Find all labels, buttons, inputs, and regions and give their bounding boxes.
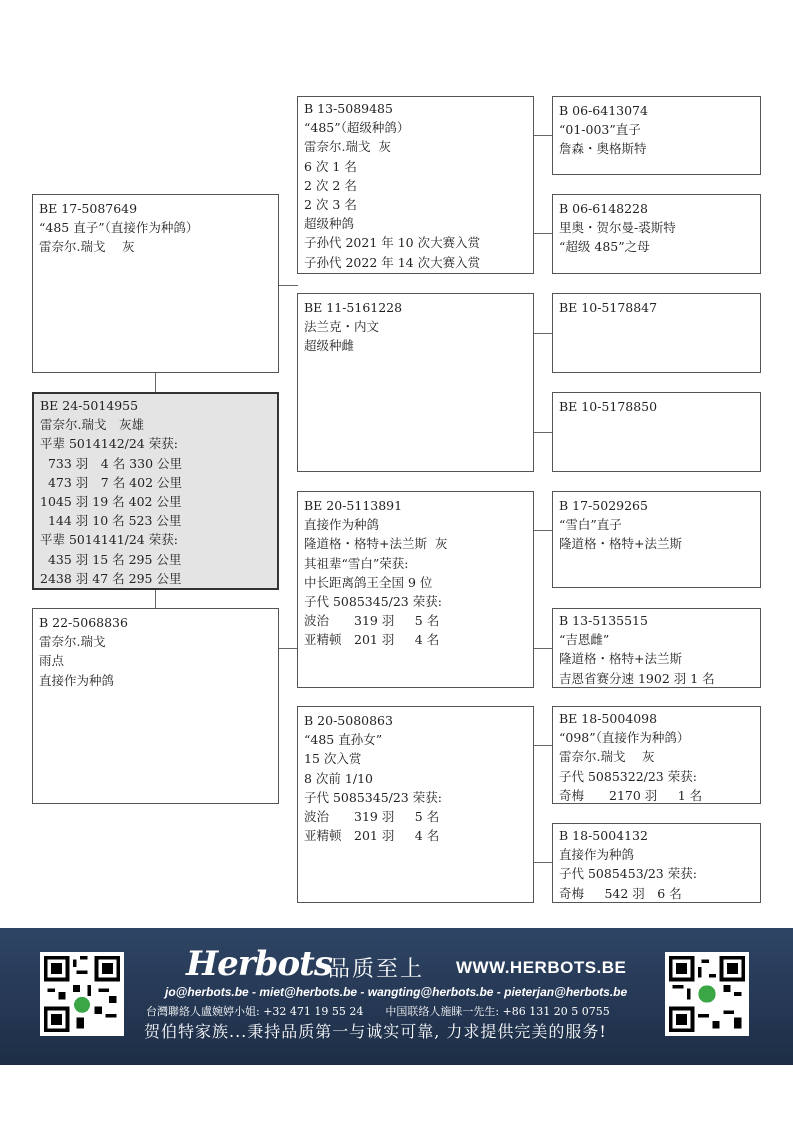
ring-number: B 22-5068836	[39, 615, 128, 630]
ring-number: BE 18-5004098	[559, 711, 658, 726]
dam-card	[32, 608, 279, 804]
card-line: 亚精顿 201 羽 4 名	[304, 632, 440, 648]
sire-dam-card	[297, 293, 534, 472]
great-grandparent-card	[552, 194, 761, 274]
card-line: 吉恩省赛分速 1902 羽 1 名	[559, 670, 715, 686]
ring-number: BE 11-5161228	[304, 300, 403, 315]
card-line: 子代 5085345/23 荣获:	[304, 594, 442, 610]
card-line: 詹森・奥格斯特	[559, 141, 647, 157]
connector-line	[533, 745, 552, 746]
ring-number: B 20-5080863	[304, 713, 393, 728]
card-line: “雪白”直子	[559, 517, 622, 533]
great-grandparent-card	[552, 706, 761, 804]
great-grandparent-card	[552, 608, 761, 688]
card-line: 隆道格・格特+法兰斯 灰	[304, 536, 448, 552]
ring-number: BE 20-5113891	[304, 498, 403, 513]
card-line: 子代 5085345/23 荣获:	[304, 789, 442, 805]
sire-sire-card	[297, 96, 534, 274]
card-line: 8 次前 1/10	[304, 770, 373, 786]
ring-number: B 13-5089485	[304, 101, 393, 116]
ring-number: BE 10-5178850	[559, 399, 658, 414]
ring-number: B 17-5029265	[559, 498, 648, 513]
card-line: 奇梅 2170 羽 1 名	[559, 787, 703, 803]
great-grandparent-card	[552, 491, 761, 588]
card-line: 435 羽 15 名 295 公里	[40, 551, 182, 567]
brand-slogan: 品质至上	[328, 957, 425, 982]
card-line: 2 次 2 名	[304, 177, 357, 193]
dam-sire-card	[297, 491, 534, 688]
card-line: 超级种鸽	[304, 216, 355, 232]
card-line: “485 直孙女”	[304, 732, 383, 748]
website-link[interactable]: WWW.HERBOTS.BE	[456, 958, 627, 977]
card-line: “485”（超级种鸽）	[304, 120, 410, 136]
connector-line	[155, 590, 156, 608]
card-line: 子代 5085453/23 荣获:	[559, 866, 697, 882]
card-line: 雷奈尔.瑞戈 灰	[304, 139, 391, 155]
ring-number: B 13-5135515	[559, 613, 648, 628]
card-line: 里奥・贺尔曼-裘斯特	[559, 220, 676, 236]
card-line: 奇梅 542 羽 6 名	[559, 885, 682, 901]
connector-line	[533, 862, 552, 863]
great-grandparent-card	[552, 96, 761, 175]
contact-phones: 台灣聯絡人盧婉婷小姐: +32 471 19 55 24 中国联络人施睐一先生: +86 131 20 5 0755	[146, 1005, 610, 1018]
card-line: 15 次入赏	[304, 751, 362, 767]
card-line: 2 次 3 名	[304, 197, 357, 213]
ring-number: B 06-6148228	[559, 201, 648, 216]
connector-line	[533, 233, 552, 234]
contact-emails[interactable]: jo@herbots.be - miet@herbots.be - wangting@herbots.be - pieterjan@herbots.be	[165, 985, 628, 999]
ring-number: BE 10-5178847	[559, 300, 658, 315]
card-line: 473 羽 7 名 402 公里	[40, 474, 183, 490]
card-line: 隆道格・格特+法兰斯	[559, 536, 682, 552]
card-line: 雷奈尔.瑞戈 灰	[559, 749, 655, 765]
card-line: 法兰克・内文	[304, 319, 380, 335]
great-grandparent-card	[552, 823, 761, 903]
card-line: 波治 319 羽 5 名	[304, 809, 440, 825]
ring-number: B 18-5004132	[559, 828, 648, 843]
card-line: 直接作为种鸽	[304, 517, 380, 533]
card-line: “吉恩雌”	[559, 632, 610, 648]
connector-line	[278, 285, 298, 286]
card-line: 波治 319 羽 5 名	[304, 613, 440, 629]
card-line: 733 羽 4 名 330 公里	[40, 455, 183, 471]
qr-code-icon	[40, 952, 124, 1036]
card-line: 隆道格・格特+法兰斯	[559, 651, 682, 667]
connector-line	[278, 648, 298, 649]
card-line: 平辈 5014141/24 荣获:	[40, 532, 178, 548]
card-line: “485 直子”（直接作为种鸽）	[39, 220, 199, 236]
card-line: 亚精顿 201 羽 4 名	[304, 828, 440, 844]
subject-pigeon-card	[32, 392, 279, 590]
connector-line	[533, 135, 552, 136]
great-grandparent-card	[552, 293, 761, 373]
connector-line	[155, 373, 156, 393]
ring-number: BE 24-5014955	[40, 398, 139, 413]
card-line: 144 羽 10 名 523 公里	[40, 513, 182, 529]
card-line: “098”（直接作为种鸽）	[559, 730, 690, 746]
connector-line	[533, 648, 552, 649]
card-line: 直接作为种鸽	[39, 672, 115, 688]
sire-card	[32, 194, 279, 373]
card-line: 雷奈尔.瑞戈 灰雄	[40, 417, 144, 433]
card-line: 2438 羽 47 名 295 公里	[40, 570, 182, 586]
wechat-qr-icon	[665, 952, 749, 1036]
great-grandparent-card	[552, 392, 761, 472]
card-line: 6 次 1 名	[304, 158, 357, 174]
ring-number: BE 17-5087649	[39, 201, 138, 216]
card-line: 雷奈尔.瑞戈 灰	[39, 239, 135, 255]
card-line: 子孙代 2021 年 10 次大赛入赏	[304, 235, 481, 251]
brand-logo: Herbots	[186, 944, 332, 984]
card-line: 平辈 5014142/24 荣获:	[40, 436, 178, 452]
card-line: 雷奈尔.瑞戈	[39, 634, 106, 650]
card-line: 1045 羽 19 名 402 公里	[40, 494, 182, 510]
connector-line	[533, 432, 552, 433]
card-line: 子孙代 2022 年 14 次大赛入赏	[304, 254, 481, 270]
card-line: 中长距离鸽王全国 9 位	[304, 574, 433, 590]
card-line: 雨点	[39, 653, 65, 669]
footer-tagline: 贺伯特家族...秉持品质第一与诚实可靠, 力求提供完美的服务!	[144, 1022, 607, 1041]
ring-number: B 06-6413074	[559, 103, 648, 118]
card-line: 子代 5085322/23 荣获:	[559, 768, 697, 784]
card-line: 超级种雌	[304, 338, 355, 354]
card-line: 直接作为种鸽	[559, 847, 635, 863]
card-line: 其祖辈“雪白”荣获:	[304, 555, 409, 571]
card-line: “超级 485”之母	[559, 239, 650, 255]
connector-line	[533, 530, 552, 531]
connector-line	[533, 333, 552, 334]
card-line: “01-003”直子	[559, 122, 641, 138]
dam-dam-card	[297, 706, 534, 903]
